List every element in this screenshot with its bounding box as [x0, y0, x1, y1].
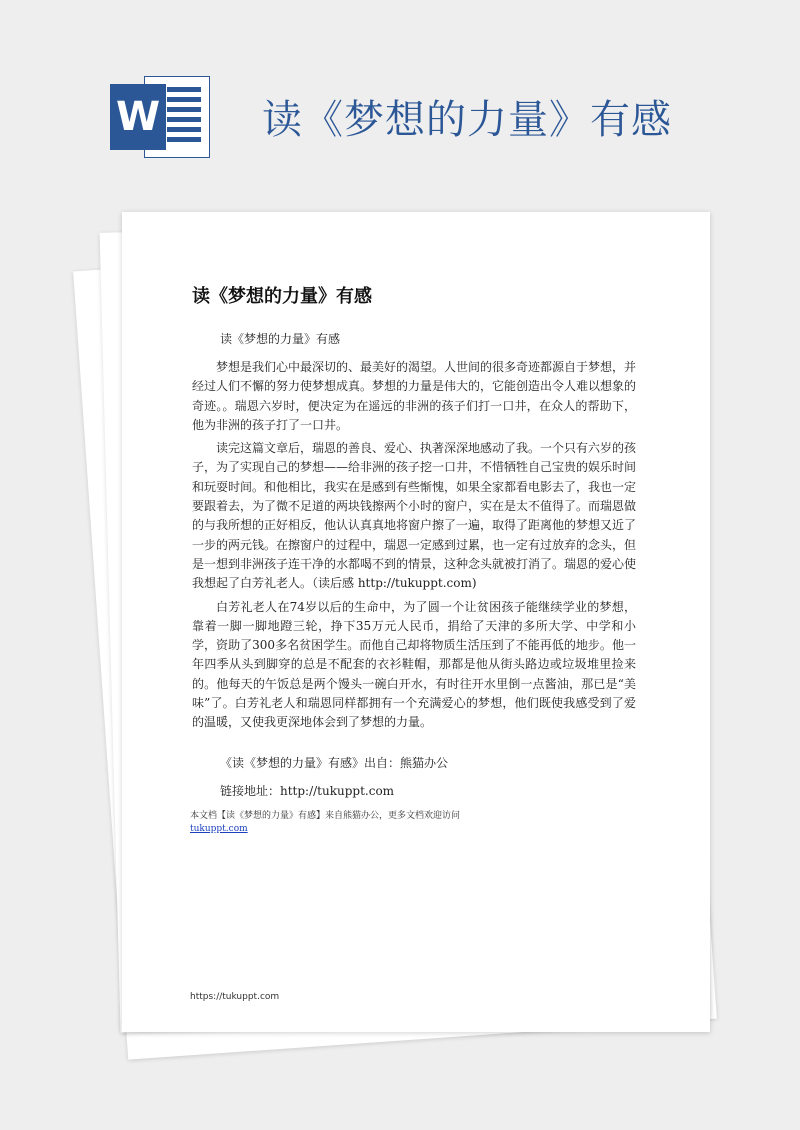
footer-url[interactable]: https://tukuppt.com [190, 992, 280, 1002]
icon-line [167, 137, 201, 142]
icon-line [167, 117, 201, 122]
source-line: 《读《梦想的力量》有感》出自：熊猫办公 [220, 756, 449, 770]
icon-line [167, 87, 201, 92]
link-line: 链接地址：http://tukuppt.com [220, 784, 395, 798]
icon-line [167, 107, 201, 112]
document-page [122, 212, 710, 1032]
banner-title: 读《梦想的力量》有感 [262, 97, 672, 143]
document-note [190, 810, 460, 836]
paragraph-3: 白芳礼老人在74岁以后的生命中，为了圆一个让贫困孩子能继续学业的梦想，靠着一脚一脚地蹬三轮，挣下35万元人民币，捐给了天津的多所大学、中学和小学，资助了300多名贫困学生。而他自己却将物质生活压到了不能再低的地步。他一年四季从头到脚穿的总是不配套的衣衫鞋帽，那都是他从街头路边或垃圾堆里捡来的。他每天的午饭总是两个馒头一碗白开水，有时往开水里倒一点酱油，那已是“美味”了。白芳礼老人和瑞恩同样都拥有一个充满爱心的梦想，他们既使我感受到了爱的温暖，又使我更深地体会到了梦想的力量。 [192, 599, 636, 730]
note-link[interactable]: tukuppt.com [190, 824, 248, 834]
document-title: 读《梦想的力量》有感 [192, 286, 372, 307]
icon-line [167, 97, 201, 102]
document-body [192, 358, 636, 737]
icon-line [167, 127, 201, 132]
paragraph-2: 读完这篇文章后，瑞恩的善良、爱心、执著深深地感动了我。一个只有六岁的孩子，为了实现自己的梦想——给非洲的孩子挖一口井，不惜牺牲自己宝贵的娱乐时间和玩耍时间。和他相比，我实在是感到有些惭愧，如果全家都看电影去了，我也一定要跟着去，为了微不足道的两块钱擦两个小时的窗户，实在是太不值得了。而瑞恩做的与我所想的正好相反，他认认真真地将窗户擦了一遍，取得了距离他的梦想又近了一步的两元钱。在擦窗户的过程中，瑞恩一定感到过累，也一定有过放弃的念头，但是一想到非洲孩子连干净的水都喝不到的情景，这种念头就被打消了。瑞恩的爱心使我想起了白芳礼老人。（读后感 http://tukuppt.com) [192, 441, 637, 591]
paragraph-1: 梦想是我们心中最深切的、最美好的渴望。人世间的很多奇迹都源自于梦想，并经过人们不懈的努力使梦想成真。梦想的力量是伟大的，它能创造出令人难以想象的奇迹。。瑞恩六岁时，便决定为在遥远的非洲的孩子们打一口井，在众人的帮助下，他为非洲的孩子打了一口井。 [192, 360, 637, 432]
document-subtitle: 读《梦想的力量》有感 [220, 332, 341, 346]
word-app-icon [110, 72, 210, 162]
word-w-icon: W [110, 84, 166, 150]
note-text: 本文档【读《梦想的力量》有感】来自熊猫办公，更多文档欢迎访问 [190, 811, 461, 821]
